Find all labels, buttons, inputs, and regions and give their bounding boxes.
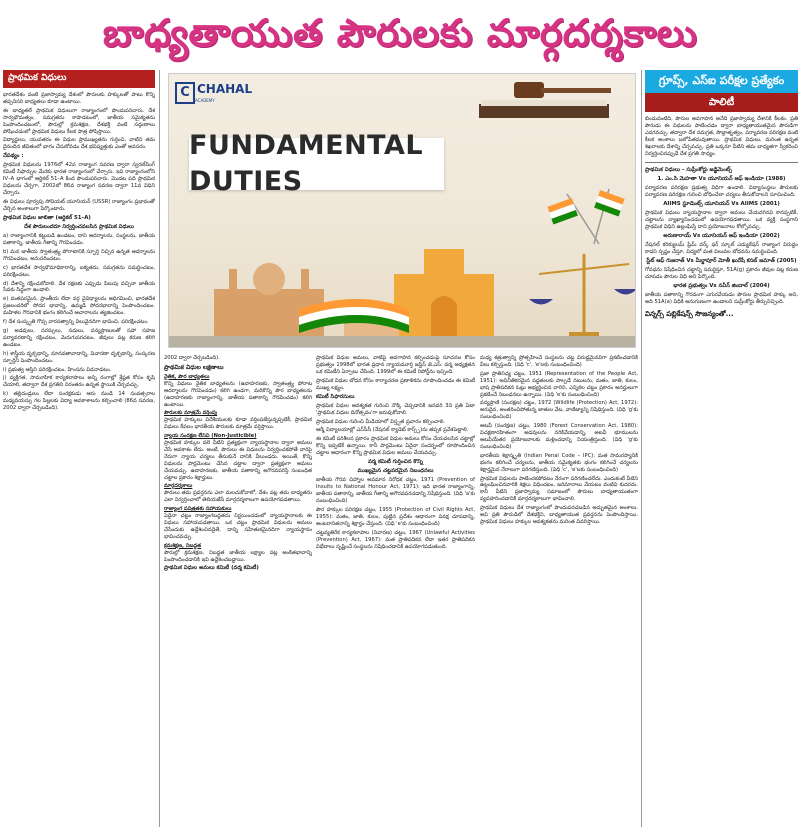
paragraph: మధ్య శత్రుత్వాన్ని ప్రోత్సహించే సంస్థలను చట్ట విరుద్ధమైనవిగా ప్రకటించడానికి వీలు కల్పిస్తుంది. (విధి 'c', 'e'లకు సంబంధించింది) [480,355,638,368]
paragraph: పౌర హక్కుల పరిరక్షణ చట్టం, 1955 (Protection of Civil Rights Act, 1955): మతం, జాతి, కులం, పుట్టిన ప్రదేశం ఆధారంగా వివక్ష చూపడాన్ని, అంటరానితనాన్ని శిక్షార్హం చేస్తుంది. (విధి 'e'కు సంబంధించింది) [316,507,475,527]
paragraph: ప్రాథమిక విధుల ఆవశ్యకత గురించి నొక్కి చెప్పడానికి జనవరి 3ని ప్రతి ఏటా 'ప్రాథమిక విధుల దినోత్సవం'గా జరుపుకోవాలి. [316,402,475,416]
paragraph: ఏదైనా చట్టం రాజ్యాంగబద్ధతను నిర్ణయించడంలో న్యాయస్థానాలకు ఈ విధులు సహాయపడతాయి. ఒక చట్టం ప్రాథమిక విధులను అమలు చేసేందుకు ఉద్దేశించినదైతే, దాన్ని సహేతుకమైనదిగా న్యాయస్థానం భావించవచ్చు. [164,513,312,540]
gavel-icon [514,82,544,98]
list-item: d) దేశాన్ని రక్షించుకోవాలి. దేశ రక్షణకు ఎప్పుడు పిలుపు వచ్చినా జాతీయ సేవకు సిద్ధంగా ఉండాలి. [3,280,155,294]
ground [169,336,636,348]
paragraph: అటవీ (సంరక్షణ) చట్టం, 1980 (Forest Conservation Act, 1980): విచక్షణారహితంగా అడవులను నరికివేయడాన్ని, అటవీ భూములను అటవీయేతర ప్రయోజనాలకు మళ్లించడాన్ని నియంత్రిస్తుంది. (విధి 'g'కు సంబంధించింది) [480,423,638,450]
paragraph: ప్రాథమిక విధులు దేశ రాజ్యాంగంలో పొందుపరచబడిన అద్భుతమైన అంశాలు. అవి ప్రతి పౌరుడిలో దేశభక్తిని, బాధ్యతాయుత ప్రవర్తనను పెంపొందిస్తాయి. ప్రాథమిక విధులు హక్కుల ఆవశ్యకతను మరింత వివరిస్తాయి. [480,505,638,525]
case-title: భారత ప్రభుత్వం Vs నవీన్ జిందాల్ (2004) [673,282,770,289]
list-item: g) అడవులు, సరస్సులు, నదులు, వన్యప్రాణులతో సహా సహజ పర్యావరణాన్ని రక్షించటం, మెరుగుపరచటం, జీవులు పట్ల కరుణ కలిగి ఉండటం. [3,328,155,348]
headline-text: బాధ్యతాయుత పౌరులకు మార్గదర్శకాలు [102,10,698,55]
list-item: e) మతపరమైన, ప్రాంతీయ లేదా వర్గ వైవిధ్యాలను అధిగమించి, భారతదేశ ప్రజలందరిలో సోదర భావాన్ని, ఉమ్మడి సోదరభావాన్ని పెంపొందించటం. మహిళల గౌరవానికి భంగం కలిగించే ఆచారాలను త్యజించటం. [3,296,155,317]
monuments-illustration [214,249,494,339]
column-1 [3,70,155,827]
paragraph: జాతీయ గౌరవ చిహ్నాల అవమాన నిరోధక చట్టం, 1971 (Prevention of Insults to National Honour Act, 1971): ఇది భారత రాజ్యాంగాన్ని, జాతీయ పతాకాన్ని, జాతీయ గీతాన్ని అగౌరవపరచడాన్ని నిషేధిస్తుంది. (విధి 'a'కు సంబంధించింది) [316,477,475,505]
case-title: 1. ఎం.సి మెహతా Vs యూనియన్ ఆఫ్ ఇండియా (1988) [657,175,786,182]
paragraph: బిందువంటిది, పౌరుల అవగాహన అనేది ప్రజాస్వామ్య దేశానికి కీలకం. ప్రతి పౌరుడు ఈ విధులను పాటించడం ద్వారా బాధ్యతాయుతమైన పౌరుడిగా ఎదగవచ్చు. తద్వారా దేశ సమగ్రత, సౌభ్రాతృత్వం, పర్యావరణ పరిరక్షణ వంటి కీలక అంశాలు బలోపేతమవుతాయి. ప్రాథమిక విధులు, మరింత ఉన్నత శిఖరాలకు దేశాన్ని చేర్చవచ్చు. ప్రతి ఒక్కరూ వీటిని తమ బాధ్యతగా స్వీకరించి నిర్వర్తించినప్పుడే దేశ ప్రగతి సాధ్యం. [645,116,798,157]
paragraph: ఈ విధులు పూర్వపు సోవియట్ యూనియన్ (USSR) రాజ్యాంగం ప్రభావంతో చేర్చిన అంశాలుగా పేర్కొంటారు. [3,198,155,212]
paragraph: ప్రాథమిక విధులను 1976లో 42వ రాజ్యాంగ సవరణ ద్వారా స్వరణ్‌సింగ్ కమిటీ సిఫార్సుల మేరకు భారత రాజ్యాంగంలో చేర్చారు. ఇవి రాజ్యాంగంలోని IV–A భాగంలో ఆర్టికల్ 51–A కింద పొందుపరిచారు. మొదట పది ప్రాథమిక విధులను చేర్చగా, 2002లో 86వ రాజ్యాంగ సవరణ ద్వారా 11వ విధిని చేర్చారు. [3,162,155,197]
list-item: a) రాజ్యాంగానికి కట్టుబడి ఉండటం, దాని ఆదర్శాలను, సంస్థలను, జాతీయ పతాకాన్ని, జాతీయ గీతాన్ని గౌరవించడం. [3,233,155,247]
list-item: b) మన జాతీయ స్వాతంత్ర్య పోరాటానికి స్ఫూర్తి నిచ్చిన ఉన్నత ఆదర్శాలను గౌరవించటం, అనుసరించటం. [3,248,155,262]
subheading: ప్రాథమిక విధులు – సుప్రీంకోర్టు జడ్జిమెంట్స్ [645,166,732,173]
exam-special-box: గ్రూప్స్, ఎస్ఐ పరీక్షల ప్రత్యేకం [645,70,798,93]
case-text: పర్యావరణ పరిరక్షణ ప్రభుత్వ విధిగా ఉండాలి. విద్యాసంస్థలు పౌరులకు పర్యావరణ పరిరక్షణ గురించి బోధించేలా చర్యలు తీసుకోవాలని సూచించింది. [645,184,798,198]
list-item: k) తల్లిదండ్రులు లేదా సంరక్షకుడు ఆరు నుండి 14 సంవత్సరాల మధ్యవయస్సు గల పిల్లలకు విద్యా అవకాశాలను కల్పించాలి (86వ సవరణ, 2002 ద్వారా చేర్చబడింది). [3,391,155,412]
polity-label: పాలిటీ [645,93,798,112]
paragraph: 2002 ద్వారా చేర్చబడింది). [164,355,220,361]
subheading: కమిటీ సిఫారసులు [316,393,355,400]
paragraph: ఆర్మీ విద్యాలయాల్లో ఎన్‌సీసీ (నేషనల్ క్యాడెట్ కార్ప్స్)ను తప్పక ప్రవేశపెట్టాలి. [316,427,469,434]
case-text: నేషనల్ కరిక్యులమ్ ఫ్రేమ్ వర్క్ ఫర్ స్కూల్ ఎడ్యుకేషన్ రాజ్యాంగ విరుద్ధం కాదని స్పష్టం చేస్తూ, విద్యలో మత విలువల బోధనను సమర్థించింది. [645,241,798,255]
paragraph: ఈ కమిటీ పరిశీలన ప్రకారం ప్రాథమిక విధుల అమలు కోసం చేయవలసిన చట్టాల్లో కొన్ని ఇప్పటికే ఉన్నాయి. కానీ పార్లమెంటు ఏదైనా సందర్భంలో రూపొందించిన చట్టాల ఆధారంగా కొన్ని ప్రాథమిక విధుల అమలు చేయవచ్చు. [316,436,475,457]
paragraph: భారతీయ శిక్షాస్మృతి (Indian Penal Code – IPC): మత సామరస్యానికి భంగం కలిగించే చర్యలను, జాతీయ సమైక్యతకు భంగం కలిగించే చర్యలను శిక్షార్హమైన నేరాలుగా పరిగణిస్తుంది. (విధి 'c', 'e'లకు సంబంధించింది) [480,452,638,473]
paragraph: ప్రాథమిక విధుల బోధన కోసం కార్యాచరణ ప్రణాళికను రూపొందించడం ఈ కమిటీ ముఖ్య లక్ష్యం. [316,377,475,391]
list-item: h) శాస్త్రీయ దృక్పథాన్ని, మానవతావాదాన్ని, విచారణా దృక్పథాన్ని, సంస్కరణ స్ఫూర్తిని పెంపొందించటం. [3,350,155,364]
logo-mark: C [175,82,195,104]
subheading: మార్గదర్శకాలు [164,483,193,490]
paragraph: ప్రాథమిక విధులను పాటించకపోవటం నేరంగా పరిగణించలేదు. ఎందుకంటే వీటిని ఉల్లంఘించినవారికి శిక్షలు విధించటం, జరిమానాలు వేయటం వంటివి కుదరదు. కానీ వీటిని ప్రజాస్వామ్య సమాజంలో పౌరులు బాధ్యతాయుతంగా వ్యవహరించడానికి మార్గదర్శకాలుగా భావించాలి. [480,475,638,503]
subheading: దేశ పౌరులందరూ నిర్వర్తించవలసిన ప్రాథమిక విధులు [24,223,134,230]
gavel-handle [541,88,611,93]
list-item: c) భారతదేశ సార్వభౌమాధికారాన్ని, ఐక్యతను, సమగ్రతను సమర్థించటం, పరిరక్షించటం. [3,264,155,278]
fundamental-duties-banner [168,73,636,348]
paragraph: పౌరులు తమ ప్రవర్తనను ఎలా మలచుకోవాలో, దేశం పట్ల తమ బాధ్యతను ఎలా నిర్వర్తించాలో తెలియజేసే మార్గదర్శకాలుగా ఉపయోగపడతాయి. [164,490,312,504]
paragraph: ప్రాథమిక విధుల గురించి మీడియాలో విస్తృత ప్రచారం కల్పించాలి. [316,418,446,425]
subheading: ప్రాథమిక విధుల జాబితా (ఆర్టికల్ 51–A) [3,214,91,221]
banner-title-box [189,130,444,197]
column-4 [480,355,638,827]
paragraph: వన్యప్రాణి (సంరక్షణ) చట్టం, 1972 (Wildlife (Protection) Act, 1972): అరుదైన, అంతరించిపోతున్న జాతుల వేట, వాణిజ్యాన్ని నిషేధిస్తుంది. (విధి 'g'కు సంబంధించింది) [480,400,638,421]
book-icon [479,104,609,118]
subheading: క్రమశిక్షణ, నిబద్ధత [164,542,202,549]
column-3 [316,355,475,827]
list-item: f) దేశ సంస్కృతి గొప్ప వారసత్వాన్ని విలువైనదిగా భావించి, పరిరక్షించటం. [3,319,149,326]
column-5 [645,70,798,827]
case-text: జాతీయ పతాకాన్ని గౌరవంగా ఎగురవేయడం పౌరుల ప్రాథమిక హక్కు అని, అది 51A(a) విధికి అనుగుణంగా ఉండాలని సుప్రీంకోర్టు తీర్పునిచ్చింది. [645,291,798,305]
scales-of-justice-icon [529,254,636,338]
paragraph: ఈ బాధ్యతలే ప్రాథమిక విధులుగా రాజ్యాంగంలో పొందుపరిచారు. దేశ సార్వభౌమత్వం, సమగ్రతను కాపాడటంలో, జాతీయ సమైక్యతను పెంపొందించటంలో, పౌరుల్లో క్రమశిక్షణ, దేశభక్తి వంటి సద్గుణాలు పోషించడంలో ప్రాథమిక విధులు కీలక పాత్ర పోషిస్తాయి. [3,107,155,135]
section-title: ప్రాథమిక విధులు [3,70,155,88]
subheading: వర్మ కమిటీ గుర్తించిన కొన్ని [367,459,424,466]
paragraph: ప్రాథమిక హక్కులు విదేశీయులకు కూడా వర్తింపజేస్తున్నప్పటికీ, ప్రాథమిక విధులు కేవలం భారతీయ పౌరులకు మాత్రమే వర్తిస్తాయి. [164,417,312,431]
divider [645,162,798,163]
page-headline [0,0,800,66]
subheading: నేపథ్యం : [3,153,24,160]
logo-subtext: ACADEMY [195,98,215,104]
paragraph: ప్రాథమిక హక్కుల వలె వీటిని ప్రత్యక్షంగా న్యాయస్థానాల ద్వారా అమలు చేసే అవకాశం లేదు. అంటే, పౌరులు ఈ విధులను నిర్వర్తించకపోతే వారిపై నేరుగా న్యాయ చర్యలు తీసుకునే దానికి వీలుండదు. అయితే, కొన్ని విధులను పార్లమెంటు చేసిన చట్టాల ద్వారా ప్రత్యక్షంగా అమలు చేయవచ్చు. ఉదాహరణకు, జాతీయ పతాకాన్ని అగౌరవపరిస్తే సంబంధిత చట్టాల ప్రకారం శిక్షార్హులు. [164,440,312,481]
paragraph: పౌరుల్లో క్రమశిక్షణ, నిబద్ధత జాతీయ లక్ష్యాల పట్ల అంకితభావాన్ని పెంపొందించడానికి ఇవి ఉద్దేశించబడ్డాయి. [164,549,312,563]
column-divider [641,70,642,827]
paragraph: చట్టవ్యతిరేక కార్యకలాపాల (నివారణ) చట్టం, 1967 (Unlawful Activities (Prevention) Act, 1967): మత ప్రాతిపదికన లేదా ఇతర ప్రాతిపదికన విభేదాలు సృష్టించే సంస్థలను నిషేధించడానికి ఉపయోగపడుతుంది. [316,529,475,550]
case-text: ప్రాథమిక విధులు న్యాయస్థానాల ద్వారా అమలు చేయదగినవి కానప్పటికీ, చట్టాలను వ్యాఖ్యానించడంలో ఉపయోగపడతాయి. ఒక వ్యక్తి సంస్థగాని ప్రాథమిక విధిని ఉల్లంఘిస్తే దాని ప్రయోజనాలు కోల్పోవచ్చు. [645,209,798,230]
paragraph: విద్యార్థులు, యువతరం ఈ విధుల ప్రాముఖ్యతను గుర్తించి, వాటిని తమ దైనందిన జీవితంలో భాగం చేసుకోవడం దేశ భవిష్యత్తుకు ఎంతో అవసరం. [3,137,155,151]
paragraph: ప్రజా ప్రాతినిధ్య చట్టం, 1951 (Representation of the People Act, 1951): అవినీతికరమైన పద్ధతులకు పాల్పడే నటులను, మతం, జాతి, కులం, భాష ప్రాతిపదికన ఓట్లు అభ్యర్థించిన వారిని, ఎన్నికల చట్టం ప్రకారం అనర్హులుగా ప్రకటించే నిబంధనలు ఉన్నాయి. (విధి 'e'కు సంబంధించింది) [480,370,638,398]
case-title: స్టేట్ ఆఫ్ గుజరాత్ Vs మీర్జాపూర్ మోతీ ఖురేషీ కసబ్ జమాత్ (2005) [646,257,797,264]
india-flag-icon [547,198,577,225]
subheading: రాజ్యాంగ పవిత్రతకు సహాయకులు [164,506,232,513]
case-text: గోవధను నిషేధించిన చట్టాన్ని సమర్థిస్తూ, 51A(g) ప్రకారం జీవుల పట్ల కరుణ చూపడం పౌరుల విధి అని పేర్కొంది. [645,266,798,280]
paragraph: భారతదేశం వంటి ప్రజాస్వామ్య దేశంలో పౌరులకు హక్కులతో పాటు కొన్ని తప్పనిసరి బాధ్యతలు కూడా ఉంటాయి. [3,91,155,105]
paragraph: ప్రాథమిక విధుల అమలు, వాటిపై అవగాహన కల్పించడంపై సూచనల కోసం ప్రభుత్వం 1998లో భారత ప్రధాన న్యాయమూర్తి జస్టిస్ జె.ఎస్. వర్మ అధ్యక్షతన ఒక కమిటీని ఏర్పాటు చేసింది. 1999లో ఈ కమిటీ రిపోర్ట్‌ను ఇచ్చింది. [316,355,475,375]
paragraph: కొన్ని విధులు నైతిక బాధ్యతలను (ఉదాహరణకు, స్వాతంత్ర్య పోరాట ఆదర్శాలను గౌరవించడం) కలిగి ఉండగా, మరికొన్ని పౌర బాధ్యతలను (ఉదాహరణకు రాజ్యాంగాన్ని, జాతీయ పతాకాన్ని గౌరవించడం) కలిగి ఉంటాయి. [164,380,312,408]
subheading: ప్రాథమిక విధుల లక్షణాలు [164,363,224,371]
banner-illustration [169,74,636,348]
publisher-credit: విన్నర్స్ పబ్లికేషన్స్ సౌజన్యంతో... [645,309,734,318]
subheading: ముఖ్యమైన చట్టపరమైన నిబంధనలు [357,468,434,475]
column-divider [159,70,160,827]
list-item: i) ప్రభుత్వ ఆస్తిని పరిరక్షించటం, హింసను విడనాడటం. [3,366,112,373]
case-title: అరుణారాయ్ Vs యూనియన్ ఆఫ్ ఇండియా (2002) [663,232,780,239]
banner-title: FUNDAMENTAL DUTIES [189,130,424,197]
logo-text: CHAHAL [197,82,253,97]
subheading: న్యాయ సంరక్షణ లేనివి (Non-Justicible) [164,433,257,440]
case-title: AIIMS స్టూడెంట్స్ యూనియన్ Vs AIIMS (2001) [663,200,780,207]
subheading: నైతిక, పౌర బాధ్యతలు [164,373,210,380]
book-pages [481,100,607,106]
subheading: పౌరులకు మాత్రమే వర్తింపు [164,410,218,417]
list-item: j) వ్యక్తిగత, సామూహిక కార్యకలాపాలు అన్ని రంగాల్లో శ్రేష్ఠత కోసం కృషి చేయాలి, తద్వారా దేశ ప్రగతిని నిరంతరం ఉన్నత స్థాయికి చేర్చవచ్చు. [3,375,155,389]
subheading: ప్రాథమిక విధుల అమలు కమిటీ (వర్మ కమిటీ) [164,565,259,572]
column-2 [164,355,312,827]
india-flag-icon [594,190,624,217]
